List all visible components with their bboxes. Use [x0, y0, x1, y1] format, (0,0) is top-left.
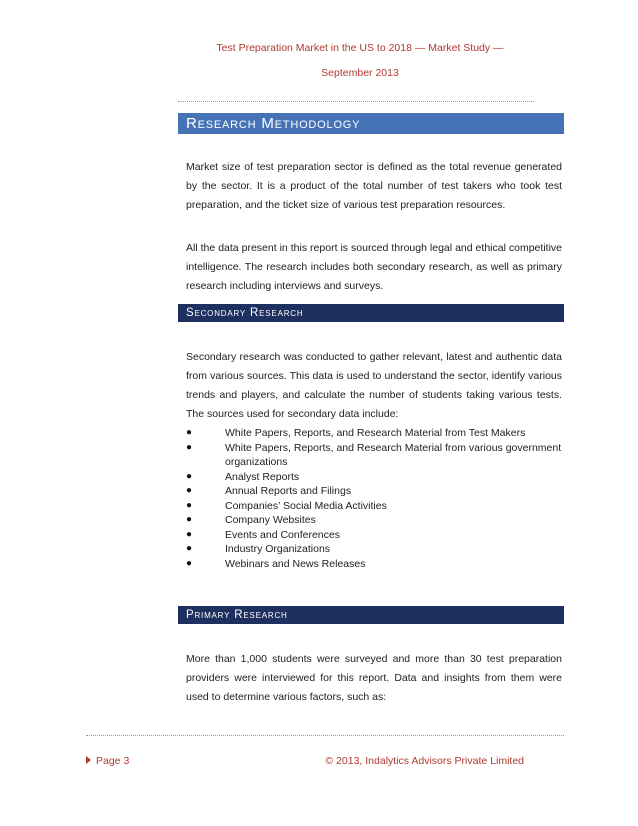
secondary-research-paragraph: Secondary research was conducted to gather relevant, latest and authentic data from various sources. This data is used to understand the sector, identify various trends and players, and calculate the number of students taking various tests. The sources used for secondary data include:	[186, 351, 562, 420]
list-item	[186, 499, 562, 514]
footer-copyright: © 2013, Indalytics Advisors Private Limited	[325, 755, 524, 767]
methodology-paragraph-2: All the data present in this report is sourced through legal and ethical competitive intelligence. The research includes both secondary research, as well as primary research including interviews and surveys.	[186, 242, 562, 292]
list-item	[186, 484, 562, 499]
list-item-text: Company Websites	[225, 514, 316, 526]
caret-right-icon	[86, 756, 91, 764]
footer-page	[86, 754, 129, 768]
section-heading-research-methodology: Research Methodology	[178, 113, 564, 134]
bullet-icon: ●	[186, 485, 193, 496]
bullet-icon: ●	[186, 557, 193, 569]
bullet-icon: ●	[186, 514, 193, 525]
list-item	[186, 470, 562, 485]
page-number: Page 3	[96, 755, 130, 767]
list-item-text: Industry Organizations	[225, 543, 331, 555]
secondary-sources-list	[186, 426, 562, 571]
methodology-paragraph-1: Market size of test preparation sector is defined as the total revenue generated by the sector. It is a product of the total number of test takers who took test preparation, and the ticket size of various test preparation resources.	[186, 161, 562, 211]
list-item-text: Webinars and News Releases	[225, 557, 366, 570]
header-title-line1: Test Preparation Market in the US to 2018 — Market Study —	[216, 42, 504, 54]
footer-divider	[86, 735, 564, 736]
list-item-text: White Papers, Reports, and Research Material from Test Makers	[225, 427, 526, 439]
bullet-icon: ●	[186, 543, 193, 554]
list-item-text: Analyst Reports	[225, 470, 300, 483]
section-heading-secondary-research: Secondary Research	[178, 304, 564, 322]
list-item-text: White Papers, Reports, and Research Material from various government organizations	[225, 441, 562, 468]
header-divider	[178, 101, 534, 102]
bullet-icon: ●	[186, 528, 193, 540]
primary-research-paragraph: More than 1,000 students were surveyed and more than 30 test preparation providers were interviewed for this report. Data and insights from them were used to determine various factors, such as:	[186, 653, 562, 703]
list-item-text: Companies’ Social Media Activities	[225, 499, 387, 512]
list-item	[186, 557, 562, 572]
bullet-icon: ●	[186, 441, 193, 453]
list-item	[186, 441, 562, 470]
bullet-icon: ●	[186, 470, 193, 482]
list-item-text: Annual Reports and Filings	[225, 485, 352, 497]
bullet-icon: ●	[186, 499, 193, 511]
section-heading-primary-research: Primary Research	[178, 606, 564, 624]
list-item	[186, 528, 562, 543]
running-header	[200, 36, 520, 86]
header-title-line2: September 2013	[321, 67, 399, 79]
list-item	[186, 426, 562, 441]
bullet-icon: ●	[186, 427, 193, 438]
list-item	[186, 513, 562, 528]
list-item	[186, 542, 562, 557]
list-item-text: Events and Conferences	[225, 528, 340, 541]
